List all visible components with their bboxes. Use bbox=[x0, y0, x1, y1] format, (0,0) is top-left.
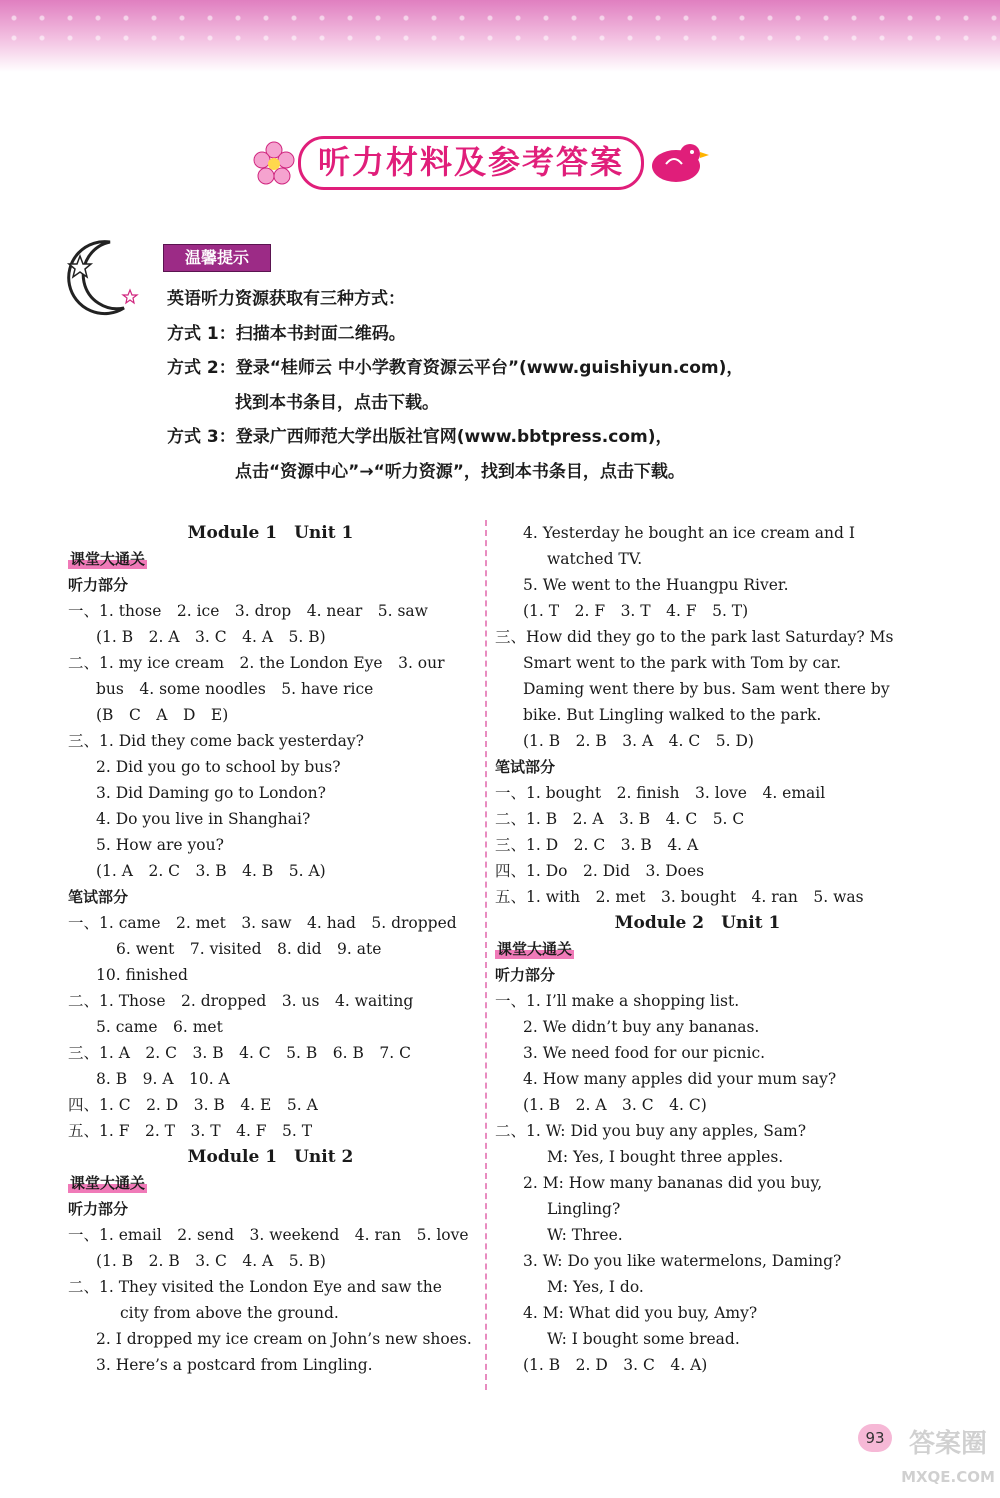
answer-line: 3. Here’s a postcard from Lingling. bbox=[96, 1356, 373, 1374]
answer-line: city from above the ground. bbox=[120, 1304, 339, 1322]
section-tag: 课堂大通关 bbox=[70, 550, 146, 568]
answer-line: (1. B 2. B 3. C 4. A 5. B) bbox=[96, 1252, 326, 1270]
answer-line: 4. M: What did you buy, Amy? bbox=[523, 1304, 758, 1322]
page-title: 听力材料及参考答案 bbox=[298, 136, 644, 190]
tips-badge: 温馨提示 bbox=[163, 244, 271, 272]
answer-line: 2. M: How many bananas did you buy, bbox=[523, 1174, 823, 1192]
answer-line: bus 4. some noodles 5. have rice bbox=[96, 680, 374, 698]
answer-line: 三、1. D 2. C 3. B 4. A bbox=[495, 836, 699, 854]
tips-line: 方式 2：登录“桂师云 中小学教育资源云平台”(www.guishiyun.com)， bbox=[167, 358, 744, 378]
answer-line: M: Yes, I bought three apples. bbox=[547, 1148, 784, 1166]
tips-line: 方式 3：登录广西师范大学出版社官网(www.bbtpress.com)， bbox=[167, 427, 673, 447]
answer-line: 2. We didn’t buy any bananas. bbox=[523, 1018, 760, 1036]
flower-icon bbox=[250, 140, 298, 188]
tips-line: 找到本书条目，点击下载。 bbox=[235, 392, 439, 413]
answer-line: W: Three. bbox=[547, 1226, 623, 1244]
module-heading: Module 1 Unit 2 bbox=[187, 1147, 354, 1167]
answer-line: bike. But Lingling walked to the park. bbox=[523, 706, 822, 724]
answer-line: 一、1. bought 2. finish 3. love 4. email bbox=[495, 784, 826, 802]
section-label: 听力部分 bbox=[495, 966, 556, 984]
answers-right-column bbox=[495, 520, 900, 1378]
answer-line: 二、1. They visited the London Eye and saw the bbox=[68, 1278, 442, 1296]
answer-line: Lingling? bbox=[547, 1200, 621, 1218]
tips-line: 英语听力资源获取有三种方式： bbox=[167, 289, 405, 309]
answer-line: M: Yes, I do. bbox=[547, 1278, 644, 1296]
answer-line: (1. B 2. A 3. C 4. C) bbox=[523, 1096, 707, 1114]
watermark-label: 答案圈 bbox=[908, 1429, 988, 1459]
answer-line: Smart went to the park with Tom by car. bbox=[523, 654, 842, 672]
bird-icon bbox=[646, 136, 710, 186]
answer-line: 四、1. C 2. D 3. B 4. E 5. A bbox=[68, 1096, 318, 1114]
answer-line: (1. A 2. C 3. B 4. B 5. A) bbox=[96, 862, 326, 880]
answer-line: 6. went 7. visited 8. did 9. ate bbox=[116, 940, 382, 958]
answer-line: 3. W: Do you like watermelons, Daming? bbox=[523, 1252, 842, 1270]
answer-line: 二、1. my ice cream 2. the London Eye 3. our bbox=[68, 654, 445, 672]
answer-line: 二、1. B 2. A 3. B 4. C 5. C bbox=[495, 810, 745, 828]
answer-line: (1. B 2. A 3. C 4. A 5. B) bbox=[96, 628, 326, 646]
answer-line: 3. Did Daming go to London? bbox=[96, 784, 326, 802]
section-tag: 课堂大通关 bbox=[497, 940, 573, 958]
answer-line: 四、1. Do 2. Did 3. Does bbox=[495, 862, 705, 880]
column-divider bbox=[485, 520, 487, 1390]
section-label: 笔试部分 bbox=[495, 758, 556, 776]
title-banner bbox=[250, 130, 710, 192]
answer-line: (1. T 2. F 3. T 4. F 5. T) bbox=[523, 602, 749, 620]
answer-line: 4. Yesterday he bought an ice cream and I bbox=[523, 524, 855, 542]
answer-line: (1. B 2. B 3. A 4. C 5. D) bbox=[523, 732, 754, 750]
answer-line: 10. finished bbox=[96, 966, 188, 984]
answer-line: 三、How did they go to the park last Saturday? Ms bbox=[495, 628, 894, 646]
answer-line: 一、1. email 2. send 3. weekend 4. ran 5. love bbox=[68, 1226, 469, 1244]
tips-line: 点击“资源中心”→“听力资源”，找到本书条目，点击下载。 bbox=[235, 461, 685, 482]
answer-line: 三、1. A 2. C 3. B 4. C 5. B 6. B 7. C bbox=[68, 1044, 411, 1062]
top-decor-band bbox=[0, 0, 1000, 72]
answer-line: 一、1. those 2. ice 3. drop 4. near 5. saw bbox=[68, 602, 428, 620]
answer-line: 三、1. Did they come back yesterday? bbox=[68, 732, 364, 750]
answer-line: 一、1. I’ll make a shopping list. bbox=[495, 992, 740, 1010]
answers-left-column bbox=[68, 520, 473, 1378]
band-dots bbox=[0, 8, 1000, 48]
answer-line: watched TV. bbox=[547, 550, 643, 568]
section-tag: 课堂大通关 bbox=[70, 1174, 146, 1192]
watermark-url: MXQE.COM bbox=[901, 1468, 995, 1486]
answer-line: 8. B 9. A 10. A bbox=[96, 1070, 230, 1088]
answer-line: 2. Did you go to school by bus? bbox=[96, 758, 341, 776]
module-heading: Module 2 Unit 1 bbox=[614, 913, 781, 933]
section-label: 听力部分 bbox=[68, 1200, 129, 1218]
answer-line: 二、1. Those 2. dropped 3. us 4. waiting bbox=[68, 992, 414, 1010]
answer-line: 五、1. F 2. T 3. T 4. F 5. T bbox=[68, 1122, 313, 1140]
answer-line: 3. We need food for our picnic. bbox=[523, 1044, 766, 1062]
answer-line: 二、1. W: Did you buy any apples, Sam? bbox=[495, 1122, 807, 1140]
module-heading: Module 1 Unit 1 bbox=[187, 523, 354, 543]
answer-line: 五、1. with 2. met 3. bought 4. ran 5. was bbox=[495, 888, 864, 906]
answer-line: 4. Do you live in Shanghai? bbox=[96, 810, 311, 828]
answer-line: 2. I dropped my ice cream on John’s new shoes. bbox=[96, 1330, 472, 1348]
answer-line: 4. How many apples did your mum say? bbox=[523, 1070, 837, 1088]
section-label: 笔试部分 bbox=[68, 888, 129, 906]
answer-line: W: I bought some bread. bbox=[547, 1330, 740, 1348]
tips-line: 方式 1：扫描本书封面二维码。 bbox=[167, 323, 406, 344]
tips-block bbox=[167, 282, 827, 489]
watermark-logo bbox=[900, 1408, 996, 1492]
answer-line: 5. came 6. met bbox=[96, 1018, 223, 1036]
moon-icon bbox=[66, 238, 144, 318]
answer-line: (1. B 2. D 3. C 4. A) bbox=[523, 1356, 708, 1374]
section-label: 听力部分 bbox=[68, 576, 129, 594]
answer-line: 5. How are you? bbox=[96, 836, 224, 854]
answer-line: 一、1. came 2. met 3. saw 4. had 5. dropped bbox=[68, 914, 457, 932]
page-number: 93 bbox=[858, 1424, 892, 1452]
answer-line: 5. We went to the Huangpu River. bbox=[523, 576, 789, 594]
answer-line: Daming went there by bus. Sam went there by bbox=[523, 680, 890, 698]
answer-line: (B C A D E) bbox=[96, 706, 229, 724]
